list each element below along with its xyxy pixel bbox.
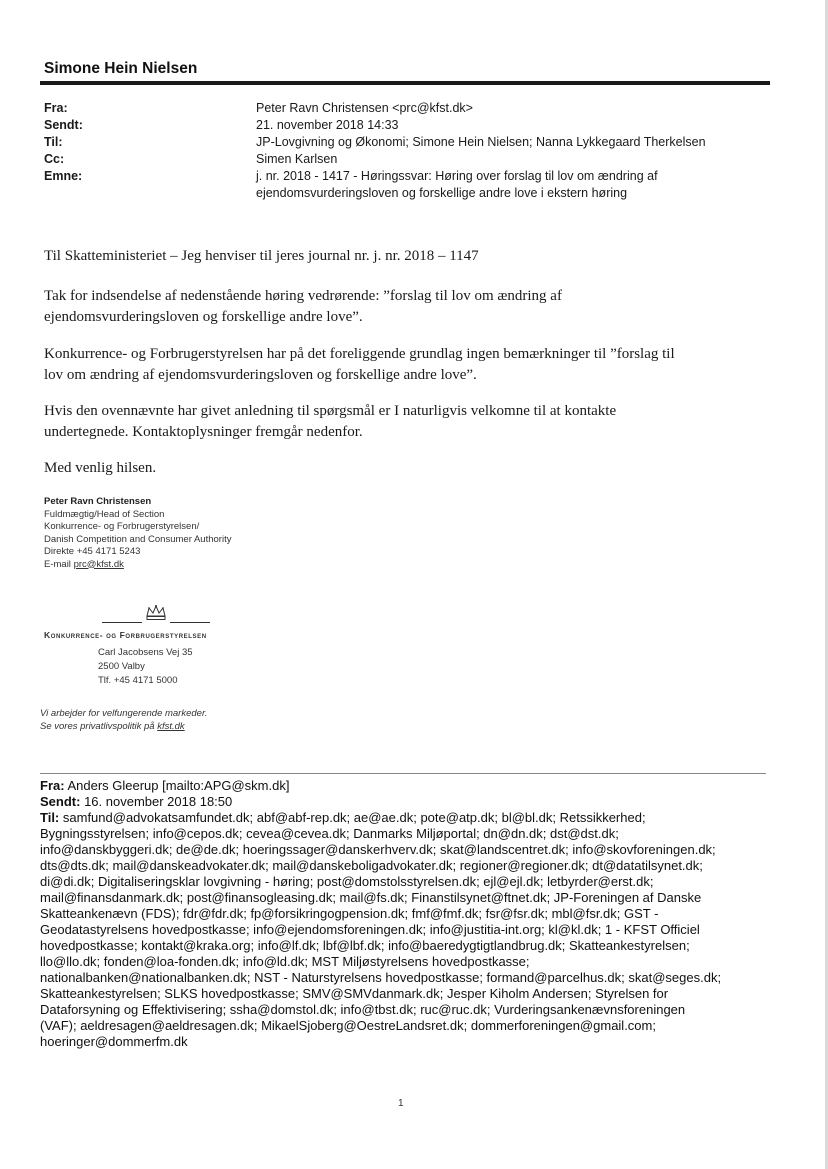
fwd-to-line: hovedpostkasse; kontakt@kraka.org; info@lf.dk; lbf@lbf.dk; info@baeredygtigtlandbrug.dk; Skatteankestyrelsen; [40, 938, 690, 953]
address-phone: Tlf. +45 4171 5000 [98, 675, 178, 686]
header-subject-row [44, 168, 774, 202]
tagline-line-2 [40, 720, 207, 733]
signature-email-label: E-mail [44, 558, 71, 570]
fwd-to-line: Skatteankestyrelsen; SLKS hovedpostkasse; SMV@SMVdanmark.dk; Jesper Kiholm Andersen; Styrelsen for [40, 986, 669, 1001]
body-paragraph-3 [44, 344, 774, 386]
fwd-to-block [40, 810, 770, 1050]
body-line: Konkurrence- og Forbrugerstyrelsen har på det foreliggende grundlag ingen bemærkninger til ”forslag til [44, 346, 675, 362]
header-from-row [44, 100, 774, 117]
subject-line-1: j. nr. 2018 - 1417 - Høringssvar: Høring over forslag til lov om ændring af [256, 169, 658, 183]
address-street: Carl Jacobsens Vej 35 [98, 647, 193, 658]
subject-value [256, 168, 766, 202]
signature-name: Peter Ravn Christensen [44, 496, 152, 507]
body-line: Tak for indsendelse af nedenstående høring vedrørende: ”forslag til lov om ændring af [44, 288, 562, 304]
signature-title: Fuldmægtig/Head of Section [44, 508, 165, 520]
page-number: 1 [398, 1098, 404, 1109]
cc-label: Cc: [44, 152, 65, 166]
body-line: Hvis den ovennævnte har givet anledning til spørgsmål er I naturligvis velkomne til at kontakte [44, 403, 617, 419]
fwd-to-line: dts@dts.dk; mail@danskeadvokater.dk; mail@danskeboligadvokater.dk; regioner@regioner.dk; dt@datatilsynet.dk; [40, 858, 703, 873]
header-cc-row [44, 151, 774, 168]
header-to-row [44, 134, 774, 151]
title-rule [40, 81, 770, 85]
sent-label: Sendt: [44, 118, 83, 132]
forward-divider [40, 773, 766, 774]
tagline-line-1: Vi arbejder for velfungerende markeder. [40, 708, 208, 719]
closing-line: Med venlig hilsen. [44, 460, 157, 476]
signature-email-link[interactable]: prc@kfst.dk [73, 558, 124, 570]
closing [44, 458, 774, 479]
privacy-policy-link[interactable]: kfst.dk [157, 721, 185, 732]
body-line: ejendomsvurderingsloven og forskellige andre love”. [44, 309, 363, 325]
to-value: JP-Lovgivning og Økonomi; Simone Hein Nielsen; Nanna Lykkegaard Therkelsen [256, 135, 706, 149]
fwd-to-line: Bygningsstyrelsen; info@cepos.dk; cevea@cevea.dk; Danmarks Miljøportal; dn@dn.dk; dst@dst.dk; [40, 826, 619, 841]
cc-value: Simen Karlsen [256, 152, 338, 166]
fwd-from-value: Anders Gleerup [mailto:APG@skm.dk] [67, 778, 290, 793]
subject-line-2: ejendomsvurderingsloven og forskellige andre love i ekstern høring [256, 186, 628, 200]
fwd-to-line: Dataforsyning og Effektivisering; ssha@domstol.dk; info@tbst.dk; ruc@ruc.dk; Vurderingsankenævnsforeningen [40, 1002, 686, 1017]
fwd-to-line: nationalbanken@nationalbanken.dk; NST - Naturstyrelsens hovedpostkasse; formand@parcelhus.dk; skat@seges.dk; [40, 970, 722, 985]
fwd-to-line: (VAF); aeldresagen@aeldresagen.dk; MikaelSjoberg@OestreLandsret.dk; dommerforeningen@gmail.com; [40, 1018, 656, 1033]
forwarded-message-header [40, 778, 770, 1050]
fwd-sent-row [40, 794, 770, 810]
fwd-to-line: Til: samfund@advokatsamfundet.dk; abf@abf-rep.dk; ae@ae.dk; pote@atp.dk; bl@bl.dk; Retssikkerhed; [40, 810, 646, 825]
fwd-to-line: Skatteankenævn (FDS); fdr@fdr.dk; fp@forsikringogpension.dk; fmf@fmf.dk; fsr@fsr.dk; mbl@fsr.dk; GST - [40, 906, 659, 921]
fwd-to-line: Geodatastyrelsens hovedpostkasse; info@ejendomsforeningen.dk; info@justitia-int.org; kl@kl.dk; 1 - KFST Officiel [40, 922, 700, 937]
to-label: Til: [44, 135, 63, 149]
from-label: Fra: [44, 101, 68, 115]
logo-rule-right [170, 622, 210, 623]
signature-org-en: Danish Competition and Consumer Authority [44, 533, 232, 545]
signature-direct-phone: Direkte +45 4171 5243 [44, 546, 141, 557]
from-value: Peter Ravn Christensen <prc@kfst.dk> [256, 101, 473, 115]
sent-value: 21. november 2018 14:33 [256, 118, 399, 132]
email-header [44, 100, 774, 202]
fwd-from-label: Fra: [40, 778, 65, 793]
logo-wordmark: Konkurrence- og Forbrugerstyrelsen [44, 630, 207, 640]
body-paragraph-2 [44, 286, 774, 328]
fwd-sent-label: Sendt: [40, 794, 81, 809]
crown-icon [145, 604, 167, 622]
signature-block [44, 496, 231, 571]
fwd-to-line: llo@llo.dk; fonden@loa-fonden.dk; info@ld.dk; MST Miljøstyrelsens hovedpostkasse; [40, 954, 530, 969]
body-paragraph-1 [44, 246, 774, 267]
body-line: lov om ændring af ejendomsvurderingsloven og forskellige andre love”. [44, 367, 477, 383]
signature-email-row [44, 559, 231, 572]
body-paragraph-4 [44, 401, 774, 443]
signature-org-da: Konkurrence- og Forbrugerstyrelsen/ [44, 521, 200, 532]
body-line: Til Skatteministeriet – Jeg henviser til jeres journal nr. j. nr. 2018 – 1147 [44, 248, 479, 264]
fwd-from-row [40, 778, 770, 794]
fwd-to-line: hoeringer@dommerfm.dk [40, 1034, 188, 1049]
agency-tagline [40, 707, 207, 733]
fwd-to-line: info@danskbyggeri.dk; de@de.dk; hoeringssager@danskerhverv.dk; skat@landscentret.dk; info@skovforeningen.dk; [40, 842, 716, 857]
body-line: undertegnede. Kontaktoplysninger fremgår nedenfor. [44, 424, 363, 440]
logo-rule-left [102, 622, 142, 623]
header-sent-row [44, 117, 774, 134]
address-city: 2500 Valby [98, 661, 145, 672]
mailbox-owner-name: Simone Hein Nielsen [44, 60, 198, 77]
subject-label: Emne: [44, 169, 83, 183]
fwd-sent-value: 16. november 2018 18:50 [84, 794, 233, 809]
agency-address [98, 646, 193, 688]
tagline-prefix: Se vores privatlivspolitik på [40, 721, 155, 732]
fwd-to-label: Til: [40, 810, 60, 825]
fwd-to-line: mail@finansdanmark.dk; post@finansogleasing.dk; mail@fs.dk; Finanstilsynet@ftnet.dk; JP-Foreningen af Danske [40, 890, 702, 905]
fwd-to-line: di@di.dk; Digitaliseringsklar lovgivning - høring; post@domstolsstyrelsen.dk; ejl@ejl.dk; letbyrder@erst.dk; [40, 874, 654, 889]
